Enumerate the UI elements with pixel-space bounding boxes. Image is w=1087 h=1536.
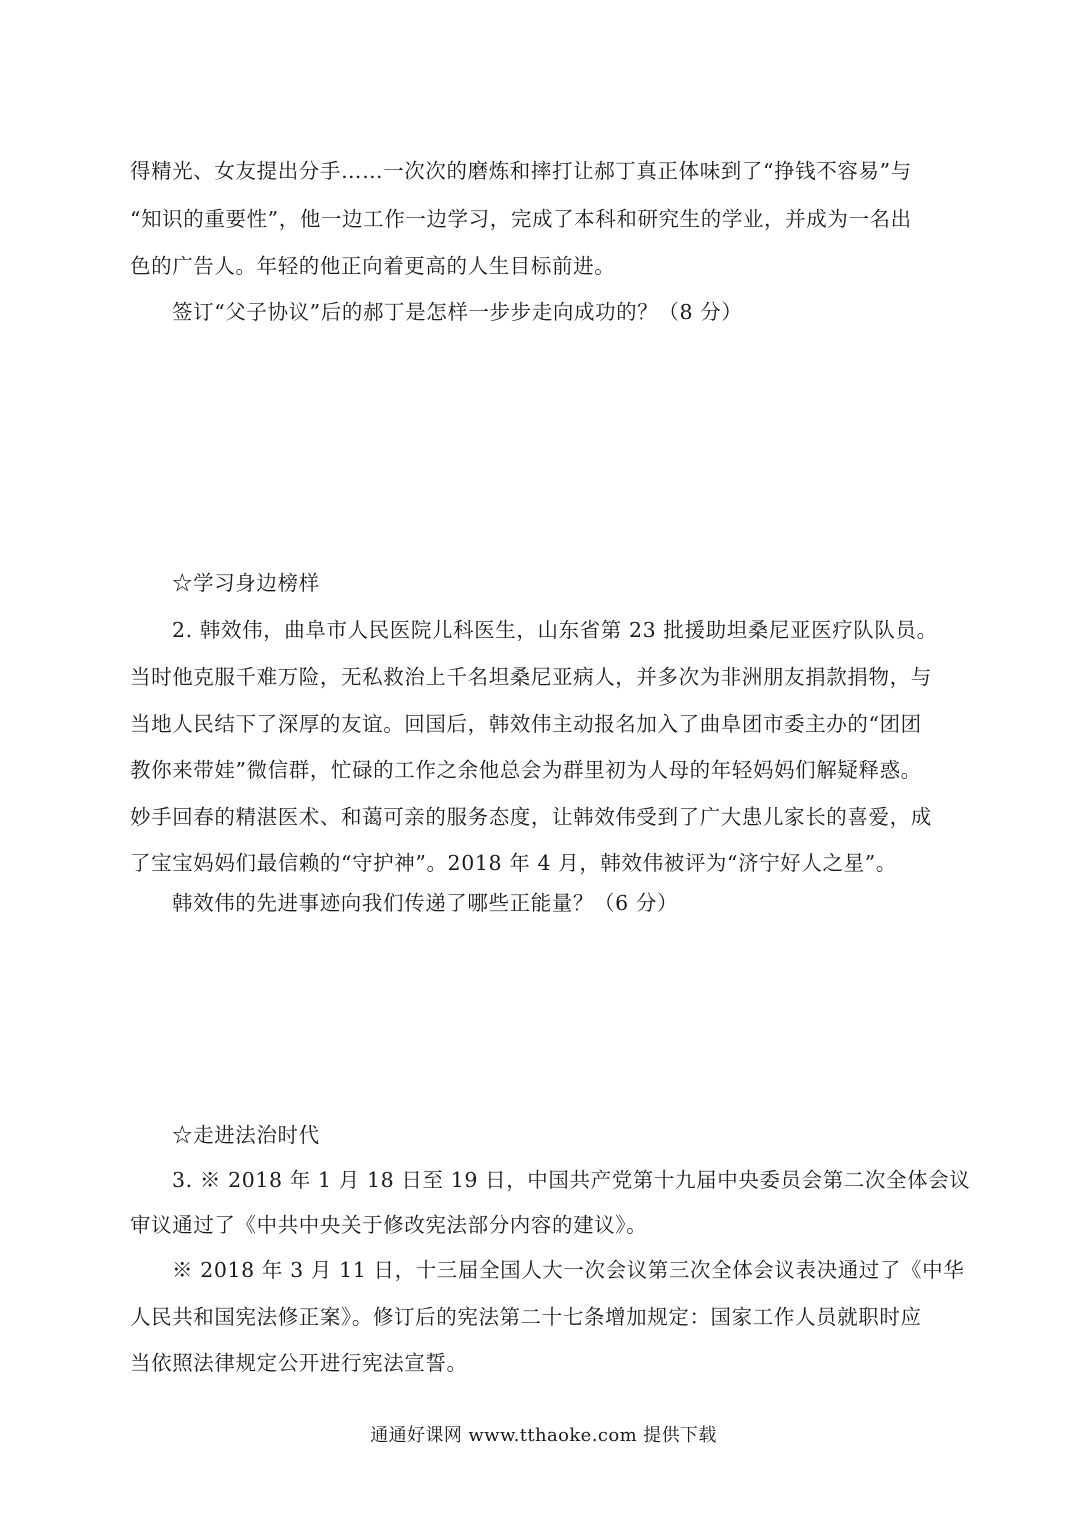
paragraph-line: 人民共和国宪法修正案》。修订后的宪法第二十七条增加规定：国家工作人员就职时应 — [130, 1305, 922, 1329]
paragraph-line: 当依照法律规定公开进行宪法宣誓。 — [130, 1351, 468, 1375]
paragraph-line: 2. 韩效伟，曲阜市人民医院儿科医生，山东省第 23 批援助坦桑尼亚医疗队队员。 — [172, 618, 938, 642]
paragraph-line: 妙手回春的精湛医术、和蔼可亲的服务态度，让韩效伟受到了广大患儿家长的喜爱，成 — [130, 805, 932, 829]
paragraph-line: 得精光、女友提出分手……一次次的磨炼和摔打让郝丁真正体味到了“挣钱不容易”与 — [130, 159, 912, 183]
section-heading: ☆走进法治时代 — [172, 1123, 320, 1147]
paragraph-line: 色的广告人。年轻的他正向着更高的人生目标前进。 — [130, 254, 616, 278]
paragraph-line: 了宝宝妈妈们最信赖的“守护神”。2018 年 4 月，韩效伟被评为“济宁好人之星”。 — [130, 851, 897, 875]
question-text: 韩效伟的先进事迹向我们传递了哪些正能量？（6 分） — [172, 891, 679, 915]
paragraph-line: 教你来带娃”微信群，忙碌的工作之余他总会为群里初为人母的年轻妈妈们解疑释惑。 — [130, 758, 922, 782]
paragraph-line: 当时他克服千难万险，无私救治上千名坦桑尼亚病人，并多次为非洲朋友捐款捐物，与 — [130, 665, 932, 689]
section-heading: ☆学习身边榜样 — [172, 571, 320, 595]
question-text: 签订“父子协议”后的郝丁是怎样一步步走向成功的？（8 分） — [172, 300, 743, 324]
paragraph-line: 审议通过了《中共中央关于修改宪法部分内容的建议》。 — [130, 1213, 648, 1237]
paragraph-line: 当地人民结下了深厚的友谊。回国后，韩效伟主动报名加入了曲阜团市委主办的“团团 — [130, 712, 922, 736]
paragraph-line: ※ 2018 年 3 月 11 日，十三届全国人大一次会议第三次全体会议表决通过了《中华 — [172, 1258, 965, 1282]
paragraph-line: 3. ※ 2018 年 1 月 18 日至 19 日，中国共产党第十九届中央委员会第二次全体会议 — [172, 1168, 971, 1192]
page-footer: 通通好课网 www.tthaoke.com 提供下载 — [370, 1425, 717, 1446]
paragraph-line: “知识的重要性”，他一边工作一边学习，完成了本科和研究生的学业，并成为一名出 — [130, 207, 912, 231]
